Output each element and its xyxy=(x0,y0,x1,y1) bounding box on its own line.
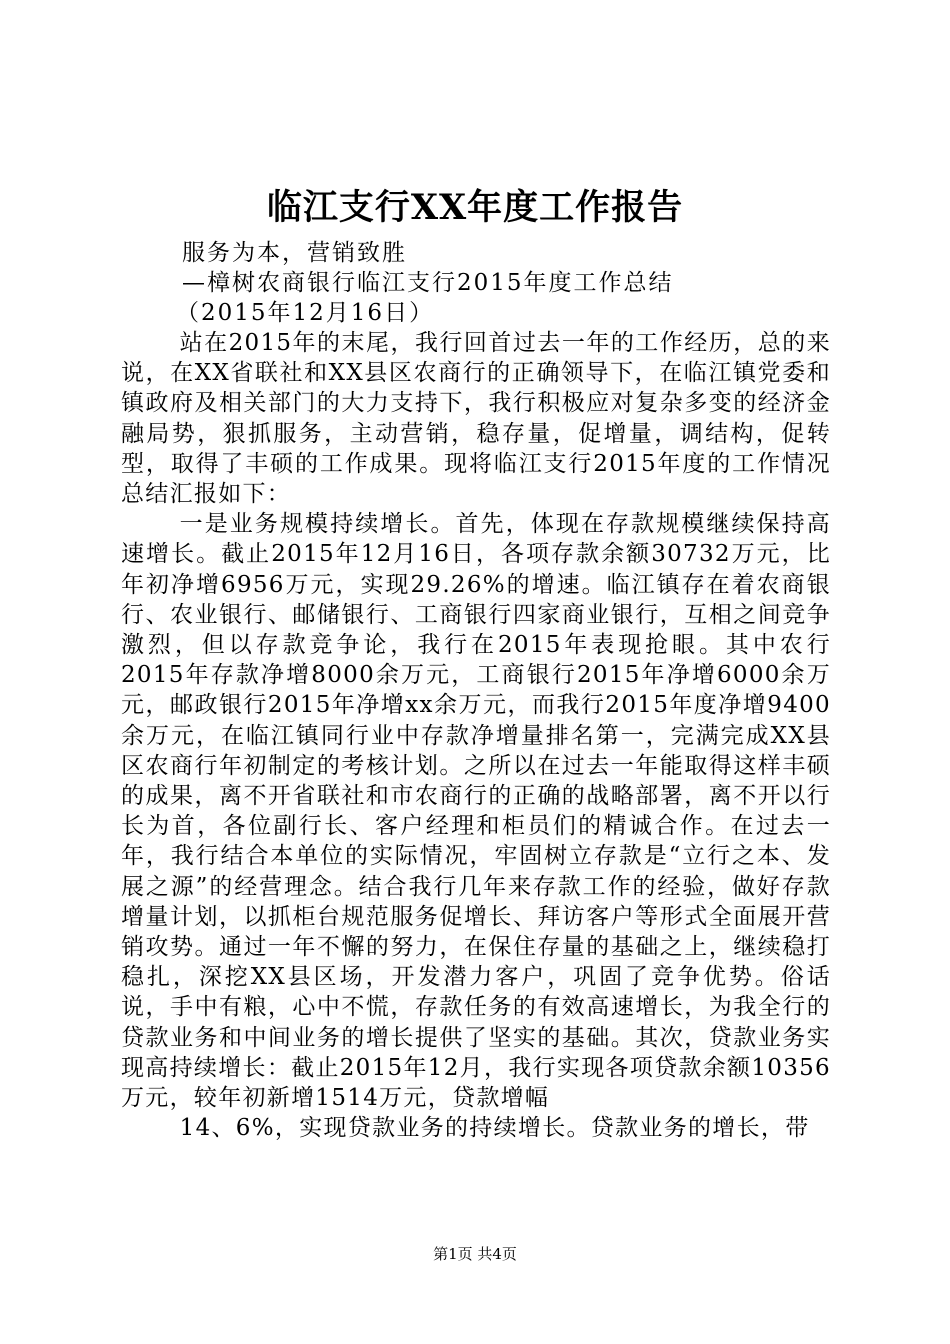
document-body xyxy=(121,328,831,1143)
document-subtitle: 服务为本，营销致胜 xyxy=(182,240,407,266)
page-title: 临江支行XX年度工作报告 xyxy=(266,187,684,228)
document-byline: —樟树农商银行临江支行2015年度工作总结 xyxy=(182,270,674,296)
page-number-footer: 第1页 共4页 xyxy=(433,1245,517,1263)
body-paragraph-3: 14、6%，实现贷款业务的持续增长。贷款业务的增长，带 xyxy=(179,1115,810,1142)
body-paragraph-2: 一是业务规模持续增长。首先，体现在存款规模继续保持高速增长。截止2015年12月16日，各项存款余额30732万元，比年初净增6956万元，实现29.26%的增速。临江镇存在着农商银行、农业银行、邮储银行、工商银行四家商业银行，互相之间竞争激烈，但以存款竞争论，我行在2015年表现抢眼。其中农行2015年存款净增8000余万元，工商银行2015年净增6000余万元，邮政银行2015年净增xx余万元，而我行2015年度净增9400余万元，在临江镇同行业中存款净增量排名第一，完满完成XX县区农商行年初制定的考核计划。之所以在过去一年能取得这样丰硕的成果，离不开省联社和市农商行的正确的战略部署，离不开以行长为首，各位副行长、客户经理和柜员们的精诚合作。在过去一年，我行结合本单位的实际情况，牢固树立存款是“立行之本、发展之源”的经营理念。结合我行几年来存款工作的经验，做好存款增量计划，以抓柜台规范服务促增长、拜访客户等形式全面展开营销攻势。通过一年不懈的努力，在保住存量的基础之上，继续稳打稳扎，深挖XX县区场，开发潜力客户，巩固了竞争优势。俗话说，手中有粮，心中不慌，存款任务的有效高速增长，为我全行的贷款业务和中间业务的增长提供了坚实的基础。其次，贷款业务实现高持续增长：截止2015年12月，我行实现各项贷款余额10356万元，较年初新增1514万元，贷款增幅 xyxy=(121,511,831,1112)
document-date: （2015年12月16日） xyxy=(176,300,435,326)
body-paragraph-1: 站在2015年的末尾，我行回首过去一年的工作经历，总的来说，在XX省联社和XX县区农商行的正确领导下，在临江镇党委和镇政府及相关部门的大力支持下，我行积极应对复杂多变的经济金融局势，狠抓服务，主动营销，稳存量，促增量，调结构，促转型，取得了丰硕的工作成果。现将临江支行2015年度的工作情况总结汇报如下： xyxy=(121,330,831,508)
